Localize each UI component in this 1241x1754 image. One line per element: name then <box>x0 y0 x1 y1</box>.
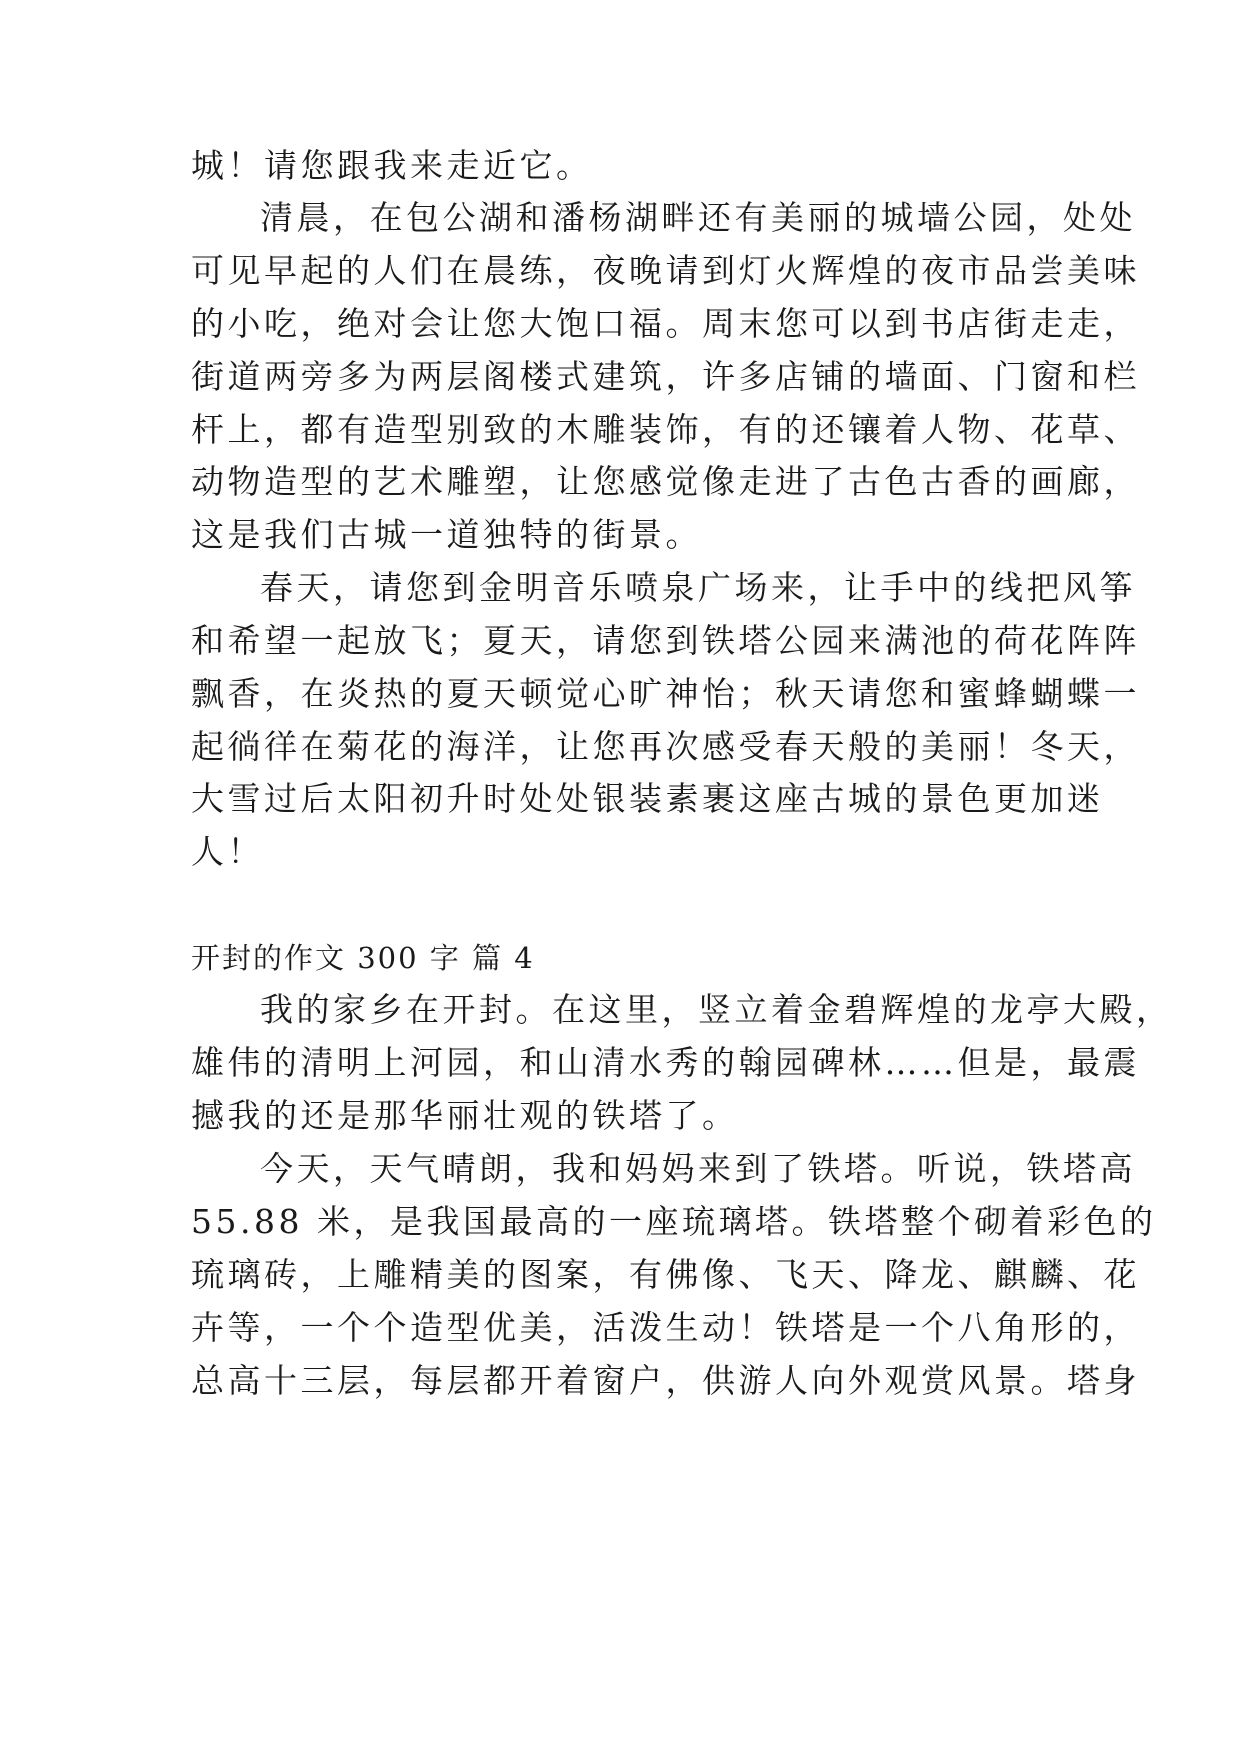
paragraph-line: 飘香，在炎热的夏天顿觉心旷神怡；秋天请您和蜜蜂蝴蝶一 <box>191 674 1140 713</box>
paragraph-line: 卉等，一个个造型优美，活泼生动！铁塔是一个八角形的， <box>191 1308 1140 1347</box>
paragraph-line: 琉璃砖，上雕精美的图案，有佛像、飞天、降龙、麒麟、花 <box>191 1255 1140 1294</box>
paragraph-line: 雄伟的清明上河园，和山清水秀的翰园碑林……但是，最震 <box>191 1043 1140 1082</box>
paragraph-line: 总高十三层，每层都开着窗户，供游人向外观赏风景。塔身 <box>191 1361 1140 1400</box>
paragraph-line: 55.88 米，是我国最高的一座琉璃塔。铁塔整个砌着彩色的 <box>191 1202 1157 1241</box>
paragraph-line: 可见早起的人们在晨练，夜晚请到灯火辉煌的夜市品尝美味 <box>191 251 1140 290</box>
paragraph-line: 城！请您跟我来走近它。 <box>191 146 593 185</box>
paragraph-line: 春天，请您到金明音乐喷泉广场来，让手中的线把风筝 <box>260 568 1136 607</box>
paragraph-line: 杆上，都有造型别致的木雕装饰，有的还镶着人物、花草、 <box>191 410 1140 449</box>
paragraph-line: 起徜徉在菊花的海洋，让您再次感受春天般的美丽！冬天， <box>191 727 1140 766</box>
paragraph-line: 人！ <box>191 832 264 871</box>
paragraph-line: 今天，天气晴朗，我和妈妈来到了铁塔。听说，铁塔高 <box>260 1149 1136 1188</box>
paragraph-line: 大雪过后太阳初升时处处银装素裹这座古城的景色更加迷 <box>191 779 1104 818</box>
paragraph-line: 动物造型的艺术雕塑，让您感觉像走进了古色古香的画廊， <box>191 462 1140 501</box>
paragraph-line: 这是我们古城一道独特的街景。 <box>191 515 702 554</box>
paragraph-line: 和希望一起放飞；夏天，请您到铁塔公园来满池的荷花阵阵 <box>191 621 1140 660</box>
paragraph-line: 的小吃，绝对会让您大饱口福。周末您可以到书店街走走， <box>191 304 1140 343</box>
paragraph-line: 清晨，在包公湖和潘杨湖畔还有美丽的城墙公园，处处 <box>260 198 1136 237</box>
section-heading: 开封的作文 300 字 篇 4 <box>191 941 535 975</box>
paragraph-line: 撼我的还是那华丽壮观的铁塔了。 <box>191 1096 739 1135</box>
paragraph-line: 我的家乡在开封。在这里，竖立着金碧辉煌的龙亭大殿， <box>260 990 1173 1029</box>
paragraph-line: 街道两旁多为两层阁楼式建筑，许多店铺的墙面、门窗和栏 <box>191 357 1140 396</box>
